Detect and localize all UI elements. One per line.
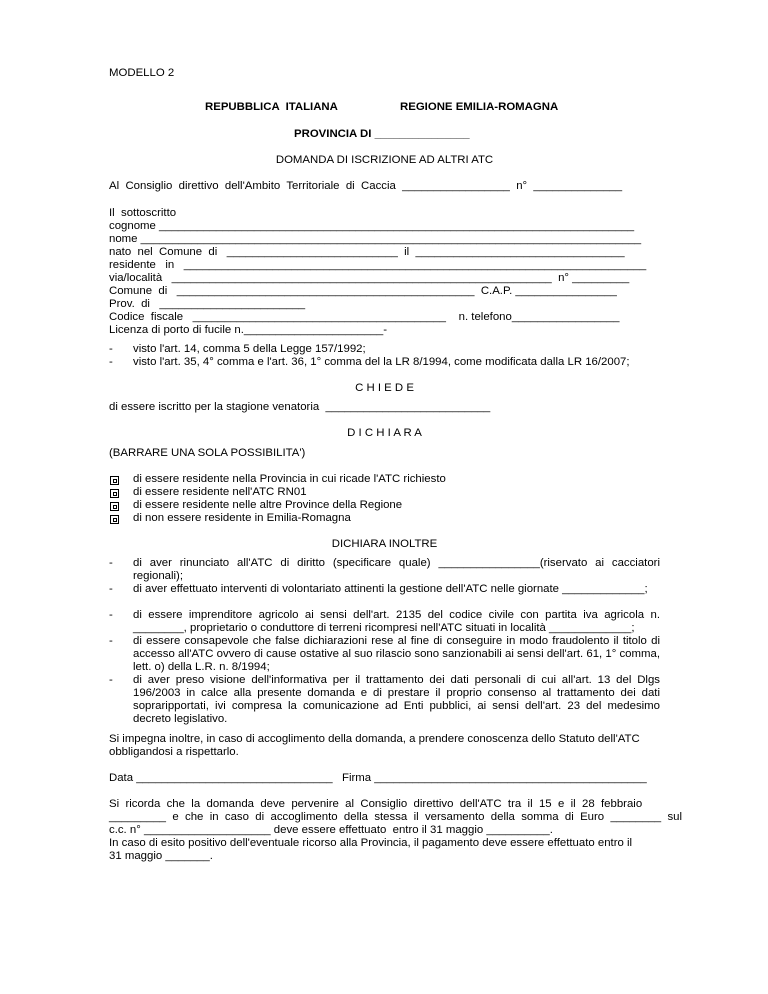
bullet-dash: -: [109, 635, 113, 647]
commitment-text: Si impegna inoltre, in caso di accoglimento della domanda, a prendere conoscenza dello Statuto dell'ATC obbligandosi a rispettarlo.: [109, 733, 640, 758]
reference-item: visto l'art. 35, 4° comma e l'art. 36, 1° comma del la LR 8/1994, come modificata dalla LR 16/2007;: [133, 356, 630, 368]
municipality-field[interactable]: Comune di _______________________________________________ C.A.P. ________________: [109, 285, 617, 297]
street-field[interactable]: via/località ____________________________________________________________ n° _________: [109, 272, 630, 284]
date-field[interactable]: Data _______________________________: [109, 772, 333, 784]
license-field[interactable]: Licenza di porto di fucile n.______________________-: [109, 324, 388, 336]
undersigned-label: Il sottoscritto: [109, 207, 177, 219]
choose-one-note: (BARRARE UNA SOLA POSSIBILITA'): [109, 447, 306, 459]
option-checkbox[interactable]: [110, 476, 119, 485]
province-heading: PROVINCIA DI _______________: [294, 128, 470, 140]
province-field[interactable]: Prov. di _______________________: [109, 298, 306, 310]
surname-field[interactable]: cognome ___________________________________________________________________________: [109, 220, 635, 232]
declaration-item: di essere imprenditore agricolo ai sensi dell'art. 2135 del codice civile con partita iva agricola n. ________, proprietario o conduttore di terreni ricompresi nell'ATC situati in località _____________;: [133, 609, 660, 634]
bullet-dash: -: [109, 609, 113, 621]
bullet-dash: -: [109, 356, 113, 368]
declaration-item: di essere consapevole che false dichiarazioni rese al fine di conseguire in modo fraudolento il titolo di accesso all'ATC ovvero di cause ostative al suo rilascio sono sanzionabili ai sensi dell'art. 61, 1° comma, lett. o) della L.R. n. 8/1994;: [133, 635, 660, 673]
reference-item: visto l'art. 14, comma 5 della Legge 157/1992;: [133, 343, 366, 355]
reminder-line: In caso di esito positivo dell'eventuale ricorso alla Provincia, il pagamento deve essere effettuato entro il: [109, 837, 633, 849]
declares-also-heading: DICHIARA INOLTRE: [331, 538, 438, 550]
requests-heading: C H I E D E: [355, 382, 414, 394]
bullet-dash: -: [109, 557, 113, 569]
option-label: di essere residente nelle altre Province della Regione: [133, 499, 403, 511]
form-title: DOMANDA DI ISCRIZIONE AD ALTRI ATC: [275, 154, 494, 166]
bullet-dash: -: [109, 343, 113, 355]
fiscal-code-field[interactable]: Codice fiscale ________________________________________ n. telefono_________________: [109, 311, 620, 323]
signature-field[interactable]: Firma ___________________________________________: [342, 772, 647, 784]
bullet-dash: -: [109, 583, 113, 595]
declaration-item: di aver rinunciato all'ATC di diritto (specificare quale) ________________(riservato ai cacciatori regionali);: [133, 557, 660, 582]
option-label: di essere residente nell'ATC RN01: [133, 486, 307, 498]
reminder-line: _________ e che in caso di accoglimento della stessa il versamento della somma di Euro ________ sul: [109, 811, 683, 823]
option-label: di non essere residente in Emilia-Romagna: [133, 512, 351, 524]
bullet-dash: -: [109, 674, 113, 686]
reminder-line: c.c. n° ____________________ deve essere effettuato entro il 31 maggio __________.: [109, 824, 553, 836]
declaration-item: di aver preso visione dell'informativa per il trattamento dei dati personali di cui all'art. 13 del Dlgs 196/2003 in calce alla presente domanda e di prestare il proprio consenso al trattamento dei dati sopraripportati, ivi compresa la comunicazione ad Enti pubblici, ai sensi dell'art. 23 del medesimo decreto legislativo.: [133, 674, 660, 725]
option-label: di essere residente nella Provincia in cui ricade l'ATC richiesto: [133, 473, 446, 485]
republic-heading: REPUBBLICA ITALIANA: [205, 101, 338, 113]
model-number: MODELLO 2: [109, 67, 175, 79]
option-checkbox[interactable]: [110, 502, 119, 511]
reminder-line: Si ricorda che la domanda deve pervenire al Consiglio direttivo dell'ATC tra il 15 e il 28 febbraio: [109, 798, 643, 810]
option-checkbox[interactable]: [110, 515, 119, 524]
name-field[interactable]: nome _______________________________________________________________________________: [109, 233, 642, 245]
reminder-line: 31 maggio _______.: [109, 850, 213, 862]
hunting-season-field[interactable]: di essere iscritto per la stagione venatoria __________________________: [109, 401, 491, 413]
birth-field[interactable]: nato nel Comune di ___________________________ il _________________________________: [109, 246, 625, 258]
region-heading: REGIONE EMILIA-ROMAGNA: [400, 101, 559, 113]
residence-field[interactable]: residente in _________________________________________________________________________: [109, 259, 647, 271]
declaration-item: di aver effettuato interventi di volontariato attinenti la gestione dell'ATC nelle giornate _____________;: [133, 583, 648, 595]
option-checkbox[interactable]: [110, 489, 119, 498]
addressee-line: Al Consiglio direttivo dell'Ambito Territoriale di Caccia _________________ n° ______________: [109, 180, 623, 192]
declares-heading: D I C H I A R A: [347, 427, 422, 439]
